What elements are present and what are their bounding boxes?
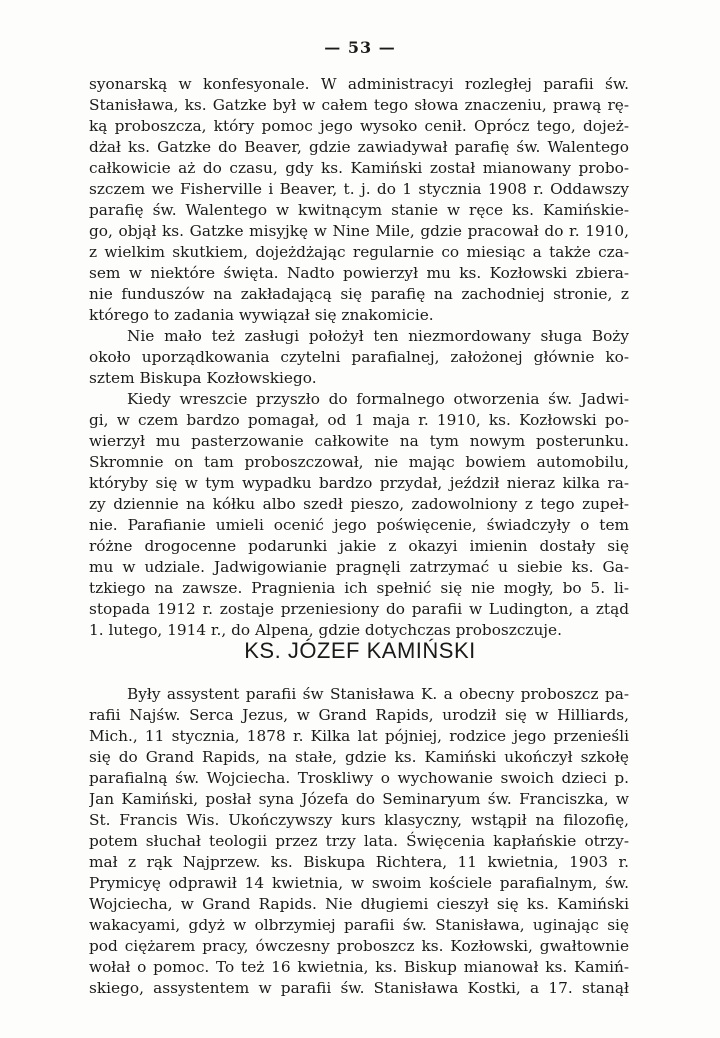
- text-line: syonarską w konfesyonale. W administracyi rozległej parafii św.: [89, 75, 629, 93]
- text-line: Wojciecha, w Grand Rapids. Nie długiemi cieszył się ks. Kamiński: [89, 895, 629, 913]
- text-line: potem słuchał teologii przez trzy lata. Święcenia kapłańskie otrzy-: [89, 832, 629, 850]
- text-line: Prymicyę odprawił 14 kwietnia, w swoim kościele parafialnym, św.: [89, 874, 629, 892]
- text-line: go, objął ks. Gatzke misyjkę w Nine Mile, gdzie pracował do r. 1910,: [89, 222, 629, 240]
- text-line: sem w niektóre święta. Nadto powierzył mu ks. Kozłowski zbiera-: [89, 264, 629, 282]
- section-gatzke-continued: [89, 74, 629, 641]
- text-line: rafii Najśw. Serca Jezus, w Grand Rapids, urodził się w Hilliards,: [89, 706, 629, 724]
- text-line: gi, w czem bardzo pomagał, od 1 maja r. 1910, ks. Kozłowski po-: [89, 411, 629, 429]
- text-line: z wielkim skutkiem, dojeżdżając regularnie co miesiąc a także cza-: [89, 243, 629, 261]
- text-line: sztem Biskupa Kozłowskiego.: [89, 369, 317, 387]
- text-line: wierzył mu pasterzowanie całkowite na tym nowym posterunku.: [89, 432, 629, 450]
- text-line: parafialną św. Wojciecha. Troskliwy o wychowanie swoich dzieci p.: [89, 769, 629, 787]
- text-line: wakacyami, gdyż w olbrzymiej parafii św. Stanisława, uginając się: [89, 916, 629, 934]
- text-line: się do Grand Rapids, na stałe, gdzie ks. Kamiński ukończył szkołę: [89, 748, 629, 766]
- text-line: nie funduszów na zakładającą się parafię na zachodniej stronie, z: [89, 285, 629, 303]
- text-line: różne drogocenne podarunki jakie z okazyi imienin dostały się: [89, 537, 629, 555]
- text-line: Kiedy wreszcie przyszło do formalnego otworzenia św. Jadwi-: [127, 390, 629, 408]
- text-line: Były assystent parafii św Stanisława K. a obecny proboszcz pa-: [127, 685, 629, 703]
- text-line: pod ciężarem pracy, ówczesny proboszcz ks. Kozłowski, gwałtownie: [89, 937, 629, 955]
- text-line: Stanisława, ks. Gatzke był w całem tego słowa znaczeniu, prawą rę-: [89, 96, 629, 114]
- text-line: Nie mało też zasługi położył ten niezmordowany sługa Boży: [127, 327, 629, 345]
- text-line: około uporządkowania czytelni parafialnej, założonej głównie ko-: [89, 348, 629, 366]
- text-line: którego to zadania wywiązał się znakomicie.: [89, 306, 434, 324]
- section-kaminski: [89, 684, 629, 999]
- text-line: szczem we Fisherville i Beaver, t. j. do 1 stycznia 1908 r. Oddawszy: [89, 180, 629, 198]
- text-line: Skromnie on tam proboszczował, nie mając bowiem automobilu,: [89, 453, 629, 471]
- text-line: St. Francis Wis. Ukończywszy kurs klasyczny, wstąpił na filozofię,: [89, 811, 629, 829]
- text-line: Mich., 11 stycznia, 1878 r. Kilka lat pójniej, rodzice jego przenieśli: [89, 727, 629, 745]
- page-number: — 53 —: [324, 38, 396, 57]
- text-line: mał z rąk Najprzew. ks. Biskupa Richtera, 11 kwietnia, 1903 r.: [89, 853, 629, 871]
- text-line: zy dziennie na kółku albo szedł pieszo, zadowolniony z tego zupeł-: [89, 495, 629, 513]
- text-line: parafię św. Walentego w kwitnącym stanie w ręce ks. Kamińskie-: [89, 201, 629, 219]
- text-line: 1. lutego, 1914 r., do Alpena, gdzie dotychczas proboszczuje.: [89, 621, 562, 639]
- text-line: mu w udziale. Jadwigowianie pragnęli zatrzymać u siebie ks. Ga-: [89, 558, 629, 576]
- text-line: któryby się w tym wypadku bardzo przydał, jeździł nieraz kilka ra-: [89, 474, 629, 492]
- text-line: całkowicie aż do czasu, gdy ks. Kamiński został mianowany probo-: [89, 159, 629, 177]
- section-heading: KS. JÓZEF KAMIŃSKI: [244, 638, 476, 663]
- text-line: dżał ks. Gatzke do Beaver, gdzie zawiadywał parafię św. Walentego: [89, 138, 629, 156]
- text-line: nie. Parafianie umieli ocenić jego poświęcenie, świadczyły o tem: [89, 516, 629, 534]
- text-line: tzkiego na zawsze. Pragnienia ich spełnić się nie mogły, bo 5. li-: [89, 579, 629, 597]
- text-line: stopada 1912 r. zostaje przeniesiony do parafii w Ludington, a ztąd: [89, 600, 629, 618]
- text-line: ką proboszcza, który pomoc jego wysoko cenił. Oprócz tego, dojeż-: [89, 117, 629, 135]
- text-line: skiego, assystentem w parafii św. Stanisława Kostki, a 17. stanął: [89, 979, 629, 997]
- text-line: wołał o pomoc. To też 16 kwietnia, ks. Biskup mianował ks. Kamiń-: [89, 958, 629, 976]
- text-line: Jan Kamiński, posłał syna Józefa do Seminaryum św. Franciszka, w: [89, 790, 629, 808]
